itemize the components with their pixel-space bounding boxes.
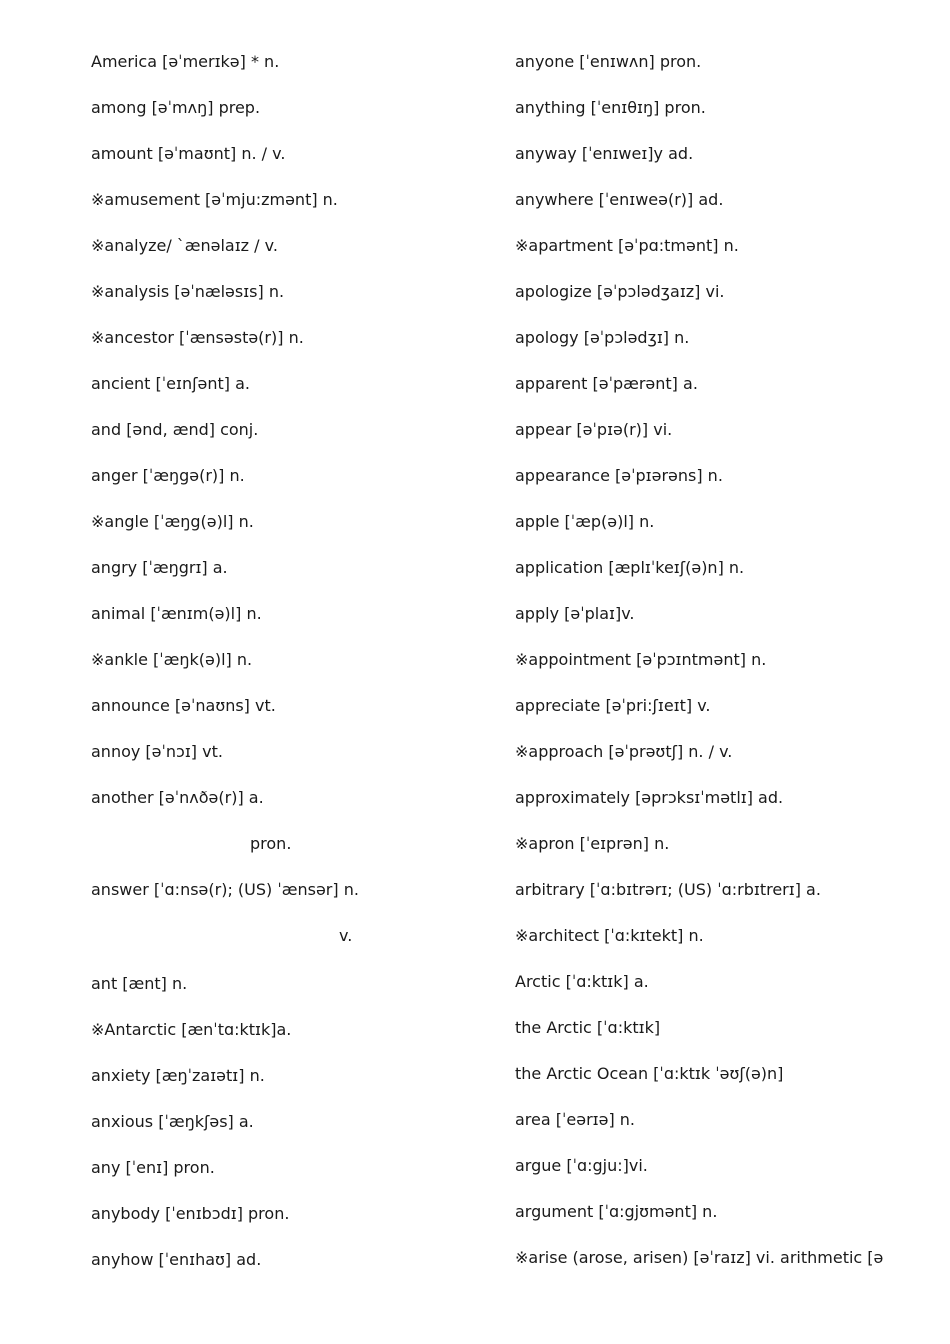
entry-annoy: annoy [əˈnɔɪ] vt. <box>91 742 223 761</box>
entry-argument: argument [ˈɑ:gjʊmənt] n. <box>515 1202 718 1221</box>
entry-answer: answer [ˈɑ:nsə(r); (US) ˈænsər] n. <box>91 880 359 899</box>
entry-america: America [əˈmerɪkə] * n. <box>91 52 280 71</box>
entry-apron: ※apron [ˈeɪprən] n. <box>515 834 670 853</box>
entry-the-arctic: the Arctic [ˈɑ:ktɪk] <box>515 1018 661 1037</box>
entry-application: application [æplɪˈkeɪʃ(ə)n] n. <box>515 558 745 577</box>
entry-arctic: Arctic [ˈɑ:ktɪk] a. <box>515 972 649 991</box>
entry-any: any [ˈenɪ] pron. <box>91 1158 215 1177</box>
entry-arise: ※arise (arose, arisen) [əˈraɪz] vi. arithmetic [ə <box>515 1248 884 1267</box>
entry-arbitrary: arbitrary [ˈɑ:bɪtrərɪ; (US) ˈɑ:rbɪtrerɪ] a. <box>515 880 821 899</box>
entry-argue: argue [ˈɑ:gju:]vi. <box>515 1156 648 1175</box>
entry-analysis: ※analysis [əˈnæləsɪs] n. <box>91 282 285 301</box>
entry-answer-verb: v. <box>339 926 353 945</box>
entry-approximately: approximately [əprɔksɪˈmətlɪ] ad. <box>515 788 784 807</box>
entry-anyway: anyway [ˈenɪweɪ]y ad. <box>515 144 694 163</box>
entry-apparent: apparent [əˈpærənt] a. <box>515 374 698 393</box>
entry-analyze: ※analyze/ `ænəlaɪz / v. <box>91 236 278 255</box>
entry-ant: ant [ænt] n. <box>91 974 188 993</box>
entry-anywhere: anywhere [ˈenɪweə(r)] ad. <box>515 190 724 209</box>
entry-area: area [ˈeərɪə] n. <box>515 1110 636 1129</box>
entry-angle: ※angle [ˈæŋg(ə)l] n. <box>91 512 254 531</box>
entry-ankle: ※ankle [ˈæŋk(ə)l] n. <box>91 650 253 669</box>
entry-appointment: ※appointment [əˈpɔɪntmənt] n. <box>515 650 767 669</box>
entry-apartment: ※apartment [əˈpɑ:tmənt] n. <box>515 236 739 255</box>
entry-another-pron: pron. <box>250 834 292 853</box>
entry-ancient: ancient [ˈeɪnʃənt] a. <box>91 374 250 393</box>
entry-anxiety: anxiety [æŋˈzaɪətɪ] n. <box>91 1066 265 1085</box>
entry-approach: ※approach [əˈprəʊtʃ] n. / v. <box>515 742 733 761</box>
entry-arctic-ocean: the Arctic Ocean [ˈɑ:ktɪk ˈəʊʃ(ə)n] <box>515 1064 784 1083</box>
entry-antarctic: ※Antarctic [ænˈtɑ:ktɪk]a. <box>91 1020 292 1039</box>
entry-appearance: appearance [əˈpɪərəns] n. <box>515 466 723 485</box>
entry-another: another [əˈnʌðə(r)] a. <box>91 788 264 807</box>
entry-ancestor: ※ancestor [ˈænsəstə(r)] n. <box>91 328 304 347</box>
entry-amusement: ※amusement [əˈmju:zmənt] n. <box>91 190 338 209</box>
entry-and: and [ənd, ænd] conj. <box>91 420 259 439</box>
entry-apologize: apologize [əˈpɔlədʒaɪz] vi. <box>515 282 725 301</box>
entry-anyhow: anyhow [ˈenɪhaʊ] ad. <box>91 1250 262 1269</box>
entry-anything: anything [ˈenɪθɪŋ] pron. <box>515 98 706 117</box>
entry-appreciate: appreciate [əˈpri:ʃɪeɪt] v. <box>515 696 711 715</box>
entry-amount: amount [əˈmaʊnt] n. / v. <box>91 144 286 163</box>
entry-angry: angry [ˈæŋgrɪ] a. <box>91 558 228 577</box>
entry-apple: apple [ˈæp(ə)l] n. <box>515 512 655 531</box>
entry-anger: anger [ˈæŋgə(r)] n. <box>91 466 245 485</box>
entry-anxious: anxious [ˈæŋkʃəs] a. <box>91 1112 254 1131</box>
entry-anyone: anyone [ˈenɪwʌn] pron. <box>515 52 702 71</box>
entry-animal: animal [ˈænɪm(ə)l] n. <box>91 604 262 623</box>
entry-anybody: anybody [ˈenɪbɔdɪ] pron. <box>91 1204 290 1223</box>
entry-apply: apply [əˈplaɪ]v. <box>515 604 635 623</box>
entry-announce: announce [əˈnaʊns] vt. <box>91 696 276 715</box>
entry-appear: appear [əˈpɪə(r)] vi. <box>515 420 673 439</box>
entry-among: among [əˈmʌŋ] prep. <box>91 98 261 117</box>
entry-apology: apology [əˈpɔlədʒɪ] n. <box>515 328 690 347</box>
entry-architect: ※architect [ˈɑ:kɪtekt] n. <box>515 926 704 945</box>
